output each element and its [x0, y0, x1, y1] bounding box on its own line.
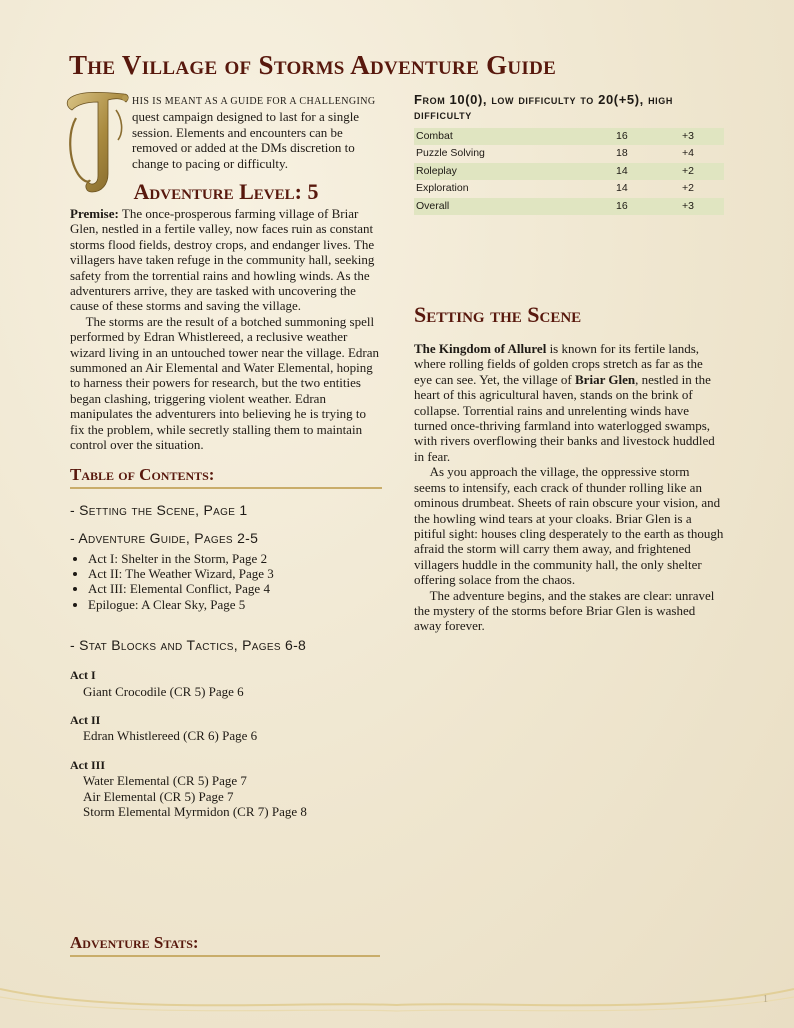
footer-ornament [0, 975, 794, 1015]
act3-item: Water Elemental (CR 5) Page 7 [83, 773, 247, 789]
act1-item: Giant Crocodile (CR 5) Page 6 [83, 683, 244, 699]
toc-item-act2[interactable]: • Act II: The Weather Wizard, Page 3 [88, 566, 382, 581]
row-name: Roleplay [414, 163, 614, 180]
table-row [414, 128, 724, 145]
row-name: Exploration [416, 182, 469, 195]
row-bonus: +2 [682, 182, 694, 195]
act1-label: Act I [70, 668, 96, 683]
setting-paragraph-2: As you approach the village, the oppressive storm seems to intensify, each crack of thunder rolling like an ominous drumbeat. Sheets of rain obscure your vision, and the howling wind tears at your cloaks. Briar Glen is a pitiful sight: houses cling desperately to the earth as though afraid the storm will carry them away, and frightened villagers huddle in the community hall, the only shelter offering solace from the chaos. [414, 464, 724, 588]
intro-rest: quest campaign designed to last for a single session. Elements and encounters can be removed or added at the DMs discretion to change to pacing or difficulty. [132, 109, 360, 171]
act3-label: Act III [70, 757, 105, 772]
row-score: 16 [614, 128, 680, 145]
toc-link-guide[interactable]: - Adventure Guide, Pages 2-5 [70, 529, 259, 546]
row-bonus: +3 [680, 198, 724, 215]
row-bonus: +4 [682, 147, 694, 160]
setting-text-a: is known for its fertile lands, where rolling fields of golden crops stretch as far as the eye can see. Yet, the village of [414, 341, 703, 387]
row-score: 18 [616, 147, 628, 160]
row-bonus: +3 [680, 128, 724, 145]
village-name: Briar Glen [575, 371, 636, 387]
adventure-level-heading: Adventure Level: 5 [133, 179, 319, 204]
setting-heading: Setting the Scene [414, 302, 582, 328]
adventure-stats-heading: Adventure Stats: [70, 933, 199, 952]
act2-label: Act II [70, 712, 101, 727]
toc-heading: Table of Contents: [70, 465, 382, 489]
premise-label: Premise: [70, 206, 119, 221]
act2-item: Edran Whistlereed (CR 6) Page 6 [83, 728, 258, 744]
row-score: 14 [614, 163, 680, 180]
page-title: The Village of Storms Adventure Guide [69, 50, 557, 80]
adventure-stats-rule [70, 955, 380, 957]
table-row [414, 163, 724, 180]
intro-lead: HIS IS MEANT AS A GUIDE FOR A CHALLENGING [132, 96, 376, 107]
intro-block [70, 92, 382, 188]
difficulty-table [414, 128, 724, 215]
table-row [414, 198, 724, 215]
setting-paragraph-1 [414, 341, 724, 464]
table-row [414, 145, 724, 162]
row-name: Combat [414, 128, 614, 145]
dropcap-ornament [62, 88, 132, 196]
table-row [414, 180, 724, 197]
right-column [414, 92, 724, 634]
row-score: 14 [616, 182, 628, 195]
row-name: Overall [414, 198, 614, 215]
premise-paragraph [70, 206, 382, 314]
row-bonus: +2 [680, 163, 724, 180]
row-score: 16 [614, 198, 680, 215]
toc-guide-list [70, 551, 382, 613]
difficulty-table-title: From 10(0), low difficulty to 20(+5), high difficulty [414, 92, 673, 122]
row-name: Puzzle Solving [416, 147, 485, 160]
toc-item-epilogue[interactable]: • Epilogue: A Clear Sky, Page 5 [88, 597, 382, 612]
intro-text [132, 92, 382, 171]
storms-paragraph: The storms are the result of a botched summoning spell performed by Edran Whistlereed, a reclusive weather wizard living in an untouched tower near the village. Edran summoned an Air Elemental and Water Elemental, hoping to harness their powers for research, but the two entities began clashing, triggering violent weather. Edran manipulates the adventurers into believing he is trying to fix the problem, while secretly stalling them to maintain control over the situation. [70, 313, 380, 453]
premise-text: The once-prosperous farming village of Briar Glen, nestled in a fertile valley, now faces ruin as constant storms flood fields, destroy crops, and endanger lives. The villagers have taken refuge in the community hall, seeking safety from the torrential rains and howling winds. As the adventurers arrive, they are tasked with uncovering the cause of these storms and saving the village. [70, 206, 375, 314]
act3-item: Storm Elemental Myrmidon (CR 7) Page 8 [83, 803, 307, 819]
setting-text-b: , nestled in the heart of this agricultural haven, stands on the brink of collapse. Torrential rains and unrelenting winds have turned once-thriving farmland into waterlogged swamps, with rivers overflowing their banks and livestock huddled in fear. [414, 371, 715, 464]
kingdom-name: The Kingdom of Allurel [414, 341, 547, 357]
page-number: 1 [763, 994, 768, 1005]
setting-paragraph-3: The adventure begins, and the stakes are clear: unravel the mystery of the storms before Briar Glen is washed away forever. [414, 587, 715, 634]
toc-link-setting[interactable]: - Setting the Scene, Page 1 [70, 501, 248, 518]
toc-link-stat-blocks[interactable]: - Stat Blocks and Tactics, Pages 6-8 [70, 637, 307, 654]
toc-item-act3[interactable]: • Act III: Elemental Conflict, Page 4 [88, 581, 382, 596]
left-column [70, 92, 382, 819]
toc-item-act1[interactable]: • Act I: Shelter in the Storm, Page 2 [88, 551, 382, 566]
act3-item: Air Elemental (CR 5) Page 7 [83, 788, 234, 804]
